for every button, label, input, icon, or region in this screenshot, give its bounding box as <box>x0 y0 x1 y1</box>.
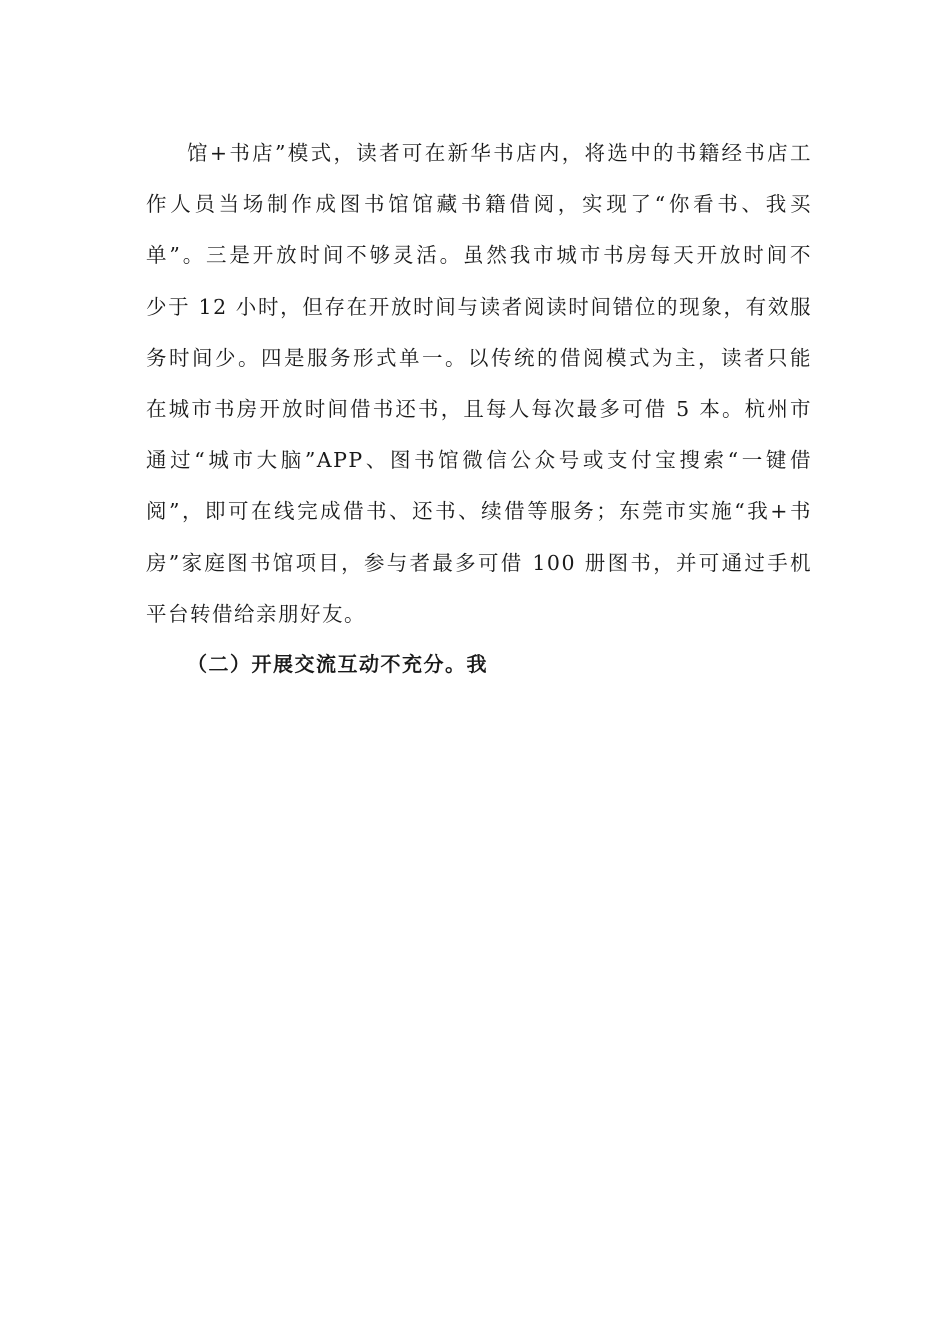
paragraph-line: 通过“城市大脑”APP、图书馆微信公众号或支付宝搜索“一键借 <box>146 448 812 473</box>
paragraph-line: 少于 12 小时，但存在开放时间与读者阅读时间错位的现象，有效服 <box>146 294 812 319</box>
paragraph-line: 单”。三是开放时间不够灵活。虽然我市城市书房每天开放时间不 <box>146 243 812 268</box>
paragraph-line: 务时间少。四是服务形式单一。以传统的借阅模式为主，读者只能 <box>146 345 812 370</box>
paragraph-line: 在城市书房开放时间借书还书，且每人每次最多可借 5 本。杭州市 <box>146 396 812 421</box>
paragraph-line: 阅”，即可在线完成借书、还书、续借等服务；东莞市实施“我+书 <box>146 499 812 524</box>
paragraph-line: 房”家庭图书馆项目，参与者最多可借 100 册图书，并可通过手机 <box>146 550 812 575</box>
paragraph-line: 平台转借给亲朋好友。 <box>146 601 366 626</box>
paragraph-line: 馆+书店”模式，读者可在新华书店内，将选中的书籍经书店工 <box>187 141 812 165</box>
body-paragraph <box>146 128 812 640</box>
section-heading: （二）开展交流互动不充分。我 <box>187 652 488 676</box>
paragraph-line: 作人员当场制作成图书馆馆藏书籍借阅，实现了“你看书、我买 <box>146 192 812 217</box>
